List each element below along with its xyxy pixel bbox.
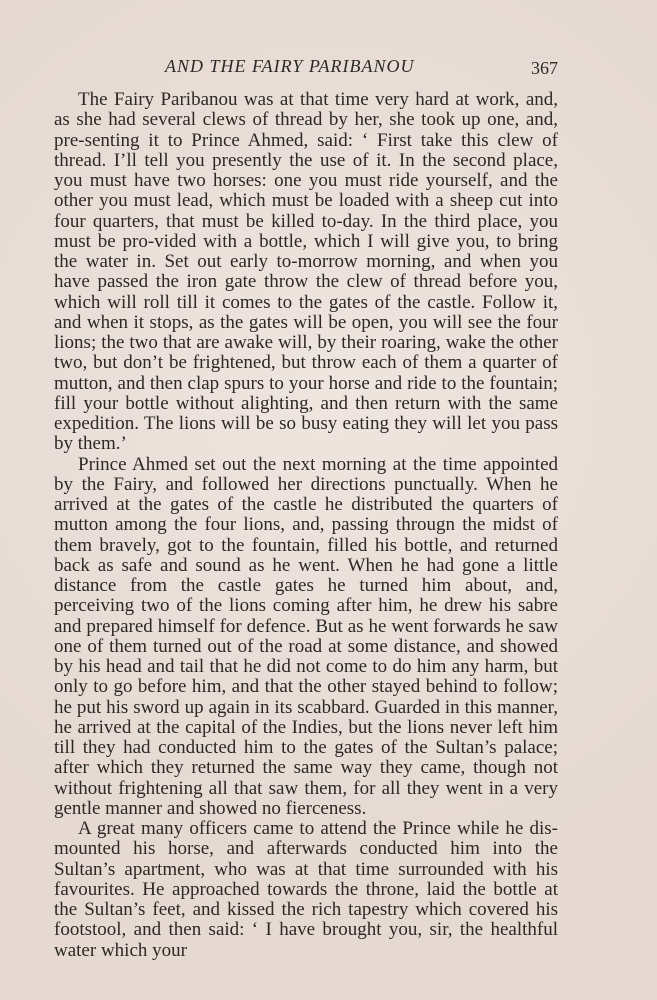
paragraph-2: Prince Ahmed set out the next morning at the time appointed by the Fairy, and followed her directions punctually. When he arrived at the gates of the castle he distributed the quarters of mutton among the four lions, and, passing througn the midst of them bravely, got to the fountain, filled his bottle, and returned back as safe and sound as he went. When he had gone a little distance from the castle gates he turned him about, and, perceiving two of the lions coming after him, he drew his sabre and prepared himself for defence. But as he went forwards he saw one of them turned out of the road at some distance, and showed by his head and tail that he did not come to do him any harm, but only to go before him, and that the other stayed behind to follow; he put his sword up again in its scabbard. Guarded in this manner, he arrived at the capital of the Indies, but the lions never left him till they had conducted him to the gates of the Sultan’s palace; after which they returned the same way they came, though not without frightening all that saw them, for all they went in a very gentle manner and showed no fierceness. (54, 453, 558, 819)
running-title: AND THE FAIRY PARIBANOU (165, 56, 415, 76)
running-header (54, 56, 558, 80)
page-number: 367 (531, 58, 558, 78)
body-text (54, 90, 558, 961)
paragraph-1: The Fairy Paribanou was at that time very hard at work, and, as she had several clews of thread by her, she took up one, and, pre-senting it to Prince Ahmed, said: ‘ First take this clew of thread. I’ll tell you presently the use of it. In the second place, you must have two horses: one you must ride yourself, and the other you must lead, which must be loaded with a sheep cut into four quarters, that must be killed to-day. In the third place, you must be pro-vided with a bottle, which I will give you, to bring the water in. Set out early to-morrow morning, and when you have passed the iron gate throw the clew of thread before you, which will roll till it comes to the gates of the castle. Follow it, and when it stops, as the gates will be open, you will see the four lions; the two that are awake will, by their roaring, wake the other two, but don’t be frightened, but throw each of them a quarter of mutton, and then clap spurs to your horse and ride to the fountain; fill your bottle without alighting, and then return with the same expedition. The lions will be so busy eating they will let you pass by them.’ (54, 89, 558, 455)
paragraph-3: A great many officers came to attend the Prince while he dis-mounted his horse, and afterwards conducted him into the Sultan’s apartment, who was at that time surrounded with his favourites. He approached towards the throne, laid the bottle at the Sultan’s feet, and kissed the rich tapestry which covered his footstool, and then said: ‘ I have brought you, sir, the healthful water which your (54, 818, 558, 961)
